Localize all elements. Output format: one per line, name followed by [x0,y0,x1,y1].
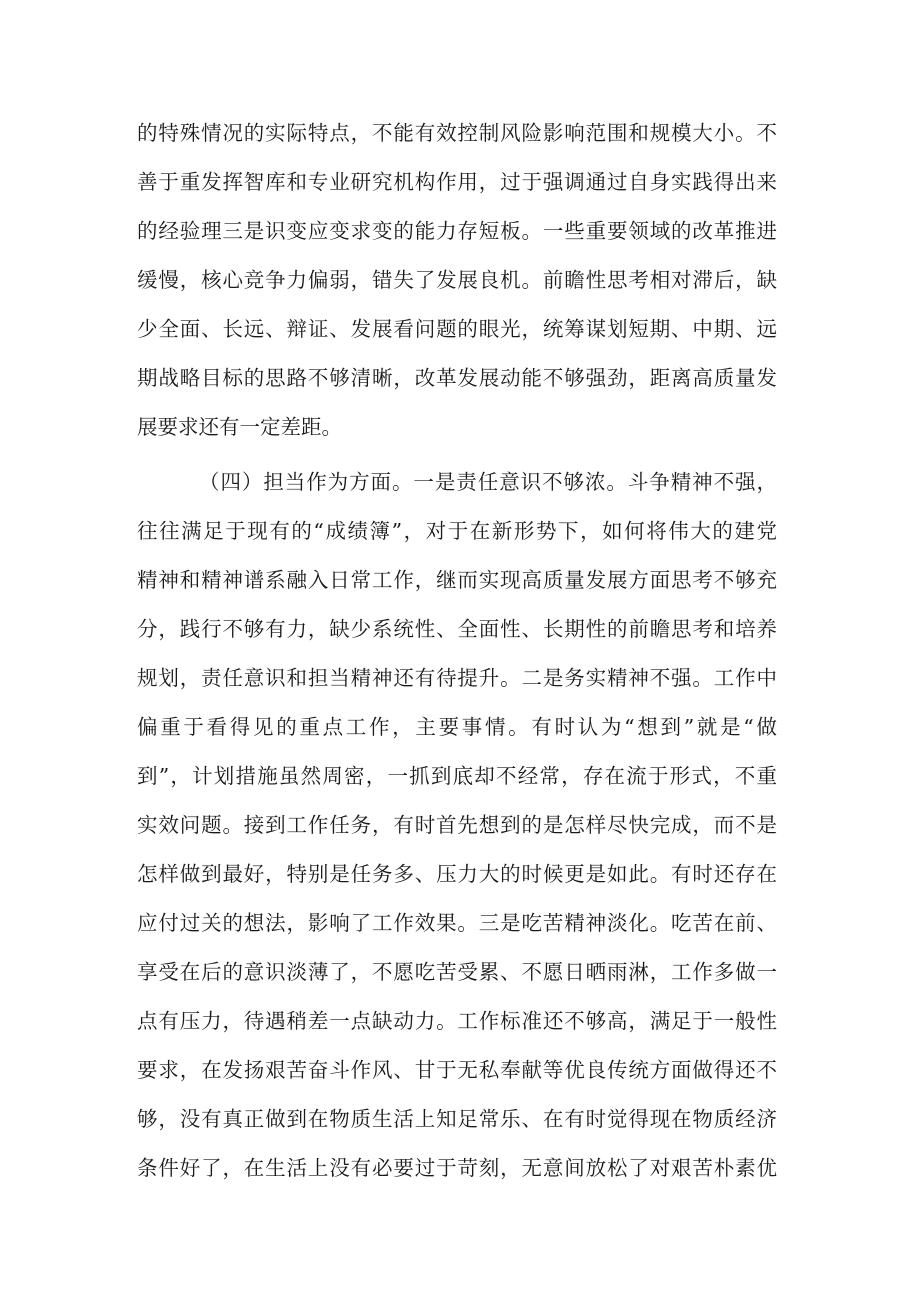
text-line: 实效问题。接到工作任务，有时首先想到的是怎样尽快完成，而不是 [137,813,777,837]
text-line: 享受在后的意识淡薄了，不愿吃苦受累、不愿日晒雨淋，工作多做一 [137,960,777,984]
text-line: 精神和精神谱系融入日常工作，继而实现高质量发展方面思考不够充 [137,568,777,592]
text-line: 怎样做到最好，特别是任务多、压力大的时候更是如此。有时还存在 [137,862,777,886]
text-line: 往往满足于现有的“成绩簿”，对于在新形势下，如何将伟大的建党 [137,519,777,543]
paragraph-section-four [137,458,777,1193]
section-heading-line: （四）担当作为方面。一是责任意识不够浓。斗争精神不强， [199,470,777,494]
text-line: 期战略目标的思路不够清晰，改革发展动能不够强劲，距离高质量发 [137,366,777,390]
text-line: 规划，责任意识和担当精神还有待提升。二是务实精神不强。工作中 [137,666,777,690]
text-line: 到”，计划措施虽然周密，一抓到底却不经常，存在流于形式，不重 [137,764,777,788]
text-line: 展要求还有一定差距。 [137,415,342,439]
text-line: 分，践行不够有力，缺少系统性、全面性、长期性的前瞻思考和培养 [137,617,777,641]
text-line: 少全面、长远、辩证、发展看问题的眼光，统筹谋划短期、中期、远 [137,317,777,341]
text-line: 要求，在发扬艰苦奋斗作风、甘于无私奉献等优良传统方面做得还不 [137,1058,777,1082]
text-line: 的经验理三是识变应变求变的能力存短板。一些重要领域的改革推进 [137,219,777,243]
paragraph-weakness-summary [137,109,777,452]
text-line: 偏重于看得见的重点工作，主要事情。有时认为“想到”就是“做 [137,715,777,739]
text-line: 条件好了，在生活上没有必要过于苛刻，无意间放松了对艰苦朴素优 [137,1156,777,1180]
text-line: 够，没有真正做到在物质生活上知足常乐、在有时觉得现在物质经济 [137,1107,777,1131]
text-line: 缓慢，核心竞争力偏弱，错失了发展良机。前瞻性思考相对滞后，缺 [137,268,777,292]
text-line: 点有压力，待遇稍差一点缺动力。工作标准还不够高，满足于一般性 [137,1009,777,1033]
text-line: 善于重发挥智库和专业研究机构作用，过于强调通过自身实践得出来 [137,170,777,194]
text-line: 应付过关的想法，影响了工作效果。三是吃苦精神淡化。吃苦在前、 [137,911,777,935]
text-line: 的特殊情况的实际特点，不能有效控制风险影响范围和规模大小。不 [137,121,777,145]
